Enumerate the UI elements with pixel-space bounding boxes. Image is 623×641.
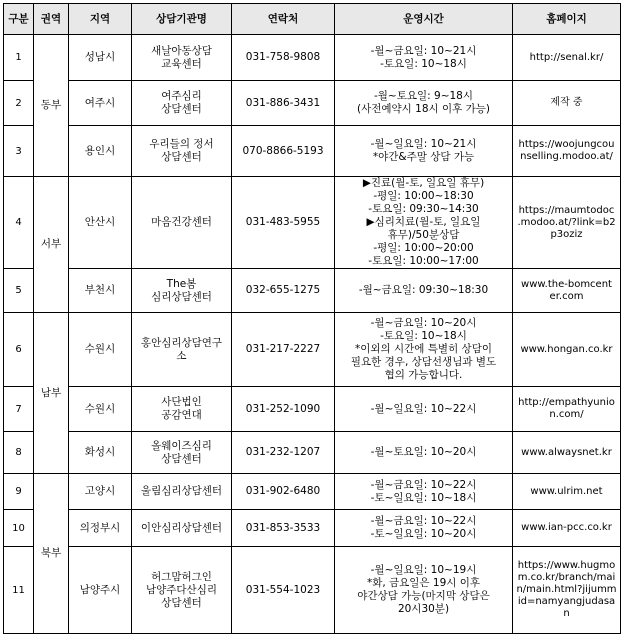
cell-line: 휴무)/50분상담 [387,229,460,241]
cell-line: *화, 금요일은 19시 이후 [366,577,481,589]
cell-line: -토~일요일: 10~18시 [370,491,477,504]
cell-line: -토요일: 10~18시 [380,330,467,342]
cell-line: er.com [549,290,584,302]
cell-line: 새날아동상담 [151,44,212,57]
hours-cell [335,387,513,432]
cell-line: 상담센터 [161,452,202,465]
cell-line: 20시30분) [397,603,450,615]
homepage-cell [513,81,621,126]
table-row [4,126,621,177]
hours-cell [335,510,513,547]
header-row [4,4,621,35]
cell-line: 이안심리상담센터 [140,521,223,534]
phone-cell: 032-655-1275 [232,269,335,313]
phone-cell: 031-886-3431 [232,81,335,126]
area-cell: 화성시 [69,432,132,474]
homepage-cell [513,313,621,387]
area-cell: 부천시 [69,269,132,313]
row-number: 3 [4,126,34,177]
cell-line: -월~금요일: 09:30~18:30 [358,284,489,296]
cell-line: http://senal.kr/ [529,51,604,63]
cell-line: -월~일요일: 10~21시 [370,138,477,150]
region-cell: 동부 [34,35,69,177]
cell-line: 야간상담 가능(마지막 상담은 [357,590,490,602]
cell-line: -월~토요일: 9~18시 [373,90,474,102]
cell-line: www.ulrim.net [530,485,603,497]
cell-line: p3oziz [550,228,583,240]
cell-line: 여주심리 [161,90,202,102]
cell-line: https://www.hugmo [517,560,616,571]
center-name-cell [132,177,232,269]
header-center-name: 상담기관명 [132,4,232,35]
cell-line: 심리상담센터 [151,290,212,303]
region-cell: 북부 [34,474,69,634]
table-row [4,35,621,81]
cell-line: http://empathyunio [518,397,615,408]
table-row [4,387,621,432]
header-homepage: 홈페이지 [513,4,621,35]
cell-line: 상담센터 [161,596,202,609]
cell-line: -월~금요일: 10~22시 [370,515,477,527]
hours-cell [335,313,513,387]
homepage-cell [513,432,621,474]
cell-line: www.ian-pcc.co.kr [521,522,612,533]
cell-line: -월~토요일: 10~20시 [370,446,477,458]
table-row [4,81,621,126]
cell-line: -월~금요일: 10~22시 [370,478,477,491]
area-cell: 여주시 [69,81,132,126]
cell-line: 허그맘허그인 [151,570,212,583]
homepage-cell [513,510,621,547]
cell-line: 올웨이즈심리 [151,439,212,452]
center-name-cell [132,547,232,634]
row-number: 8 [4,432,34,474]
cell-line: -토요일: 10~18시 [380,57,467,70]
phone-cell: 031-483-5955 [232,177,335,269]
header-region: 권역 [34,4,69,35]
center-name-cell [132,81,232,126]
cell-line: https://woojungcou [518,139,615,150]
homepage-cell [513,474,621,510]
row-number: 5 [4,269,34,313]
area-cell: 고양시 [69,474,132,510]
center-name-cell [132,313,232,387]
center-name-cell [132,510,232,547]
homepage-cell [513,35,621,81]
area-cell: 의정부시 [69,510,132,547]
table-row [4,474,621,510]
homepage-cell [513,547,621,634]
row-number: 2 [4,81,34,126]
cell-line: (사전예약시 18시 이후 가능) [357,103,490,115]
table-row [4,269,621,313]
cell-line: n [563,608,570,619]
area-cell: 안산시 [69,177,132,269]
cell-line: m.co.kr/branch/mai [517,572,616,583]
cell-line: www.the-bomcent [521,278,612,290]
homepage-cell [513,269,621,313]
cell-line: -월~일요일: 10~19시 [370,564,477,576]
cell-line: -월~금요일: 10~21시 [370,44,477,57]
phone-cell: 031-902-6480 [232,474,335,510]
header-contact: 연락처 [232,4,335,35]
center-name-cell [132,474,232,510]
hours-cell [335,547,513,634]
hours-cell [335,432,513,474]
cell-line: n/main.html?jijumm [516,584,617,595]
homepage-cell [513,387,621,432]
phone-cell: 031-217-2227 [232,313,335,387]
cell-line: 공감연대 [161,409,202,421]
cell-line: -월~일요일: 10~22시 [370,402,477,415]
table-row [4,510,621,547]
cell-line: www.alwaysnet.kr [521,446,612,458]
cell-line: 제작 중 [550,97,583,108]
cell-line: 사단법인 [161,396,202,408]
region-cell: 서부 [34,177,69,313]
cell-line: ▶진료(월-토, 일요일 휴무) [362,177,485,189]
table-body [4,35,621,634]
row-number: 9 [4,474,34,510]
phone-cell: 031-758-9808 [232,35,335,81]
hours-cell [335,177,513,269]
cell-line: -토요일: 09:30~14:30 [368,203,479,215]
center-name-cell [132,35,232,81]
phone-cell: 070-8866-5193 [232,126,335,177]
cell-line: 협의 가능합니다. [384,369,463,381]
table-row [4,313,621,387]
row-number: 4 [4,177,34,269]
region-cell: 남부 [34,313,69,474]
center-name-cell [132,387,232,432]
cell-line: -토요일: 10:00~17:00 [368,255,479,267]
table-row [4,177,621,269]
cell-line: 상담센터 [161,103,202,115]
phone-cell: 031-554-1023 [232,547,335,634]
table-row [4,547,621,634]
row-number: 7 [4,387,34,432]
center-name-cell [132,126,232,177]
hours-cell [335,474,513,510]
cell-line: 상담센터 [161,151,202,163]
cell-line: 우리들의 정서 [149,138,214,150]
center-name-cell [132,269,232,313]
cell-line: https://maumtodoc [518,204,615,216]
area-cell: 용인시 [69,126,132,177]
phone-cell: 031-232-1207 [232,432,335,474]
header-number: 구분 [4,4,34,35]
cell-line: *야간&주말 상담 가능 [372,151,475,163]
center-name-cell [132,432,232,474]
cell-line: The봄 [166,277,197,290]
row-number: 6 [4,313,34,387]
cell-line: -평일: 10:00~20:00 [373,242,474,254]
counseling-center-table [3,3,621,634]
hours-cell [335,126,513,177]
phone-cell: 031-252-1090 [232,387,335,432]
cell-line: id=namyangjudasa [517,596,616,607]
header-hours: 운영시간 [335,4,513,35]
phone-cell: 031-853-3533 [232,510,335,547]
cell-line: -평일: 10:00~18:30 [373,190,474,202]
cell-line: 울림심리상담센터 [140,485,223,497]
cell-line: .modoo.at/?link=b2 [517,216,616,228]
cell-line: *이외의 시간에 특별히 상담이 [355,343,492,355]
homepage-cell [513,177,621,269]
table-row [4,432,621,474]
homepage-cell [513,126,621,177]
cell-line: 소 [176,349,187,362]
hours-cell [335,35,513,81]
cell-line: nselling.modoo.at/ [520,151,613,162]
cell-line: n.com/ [549,409,584,420]
row-number: 10 [4,510,34,547]
area-cell: 남양주시 [69,547,132,634]
cell-line: www.hongan.co.kr [520,343,613,355]
area-cell: 수원시 [69,313,132,387]
area-cell: 수원시 [69,387,132,432]
cell-line: ▶심리치료(월-토, 일요일 [366,216,481,228]
row-number: 11 [4,547,34,634]
row-number: 1 [4,35,34,81]
cell-line: 남양주다산심리 [145,583,217,596]
cell-line: 마음건강센터 [151,216,212,228]
cell-line: -토~일요일: 10~20시 [370,528,477,540]
cell-line: 홍안심리상담연구 [140,336,223,349]
cell-line: 교육센터 [161,57,202,70]
hours-cell [335,269,513,313]
hours-cell [335,81,513,126]
cell-line: -월~금요일: 10~20시 [370,317,477,329]
area-cell: 성남시 [69,35,132,81]
cell-line: 필요한 경우, 상담선생님과 별도 [350,356,497,368]
header-area: 지역 [69,4,132,35]
